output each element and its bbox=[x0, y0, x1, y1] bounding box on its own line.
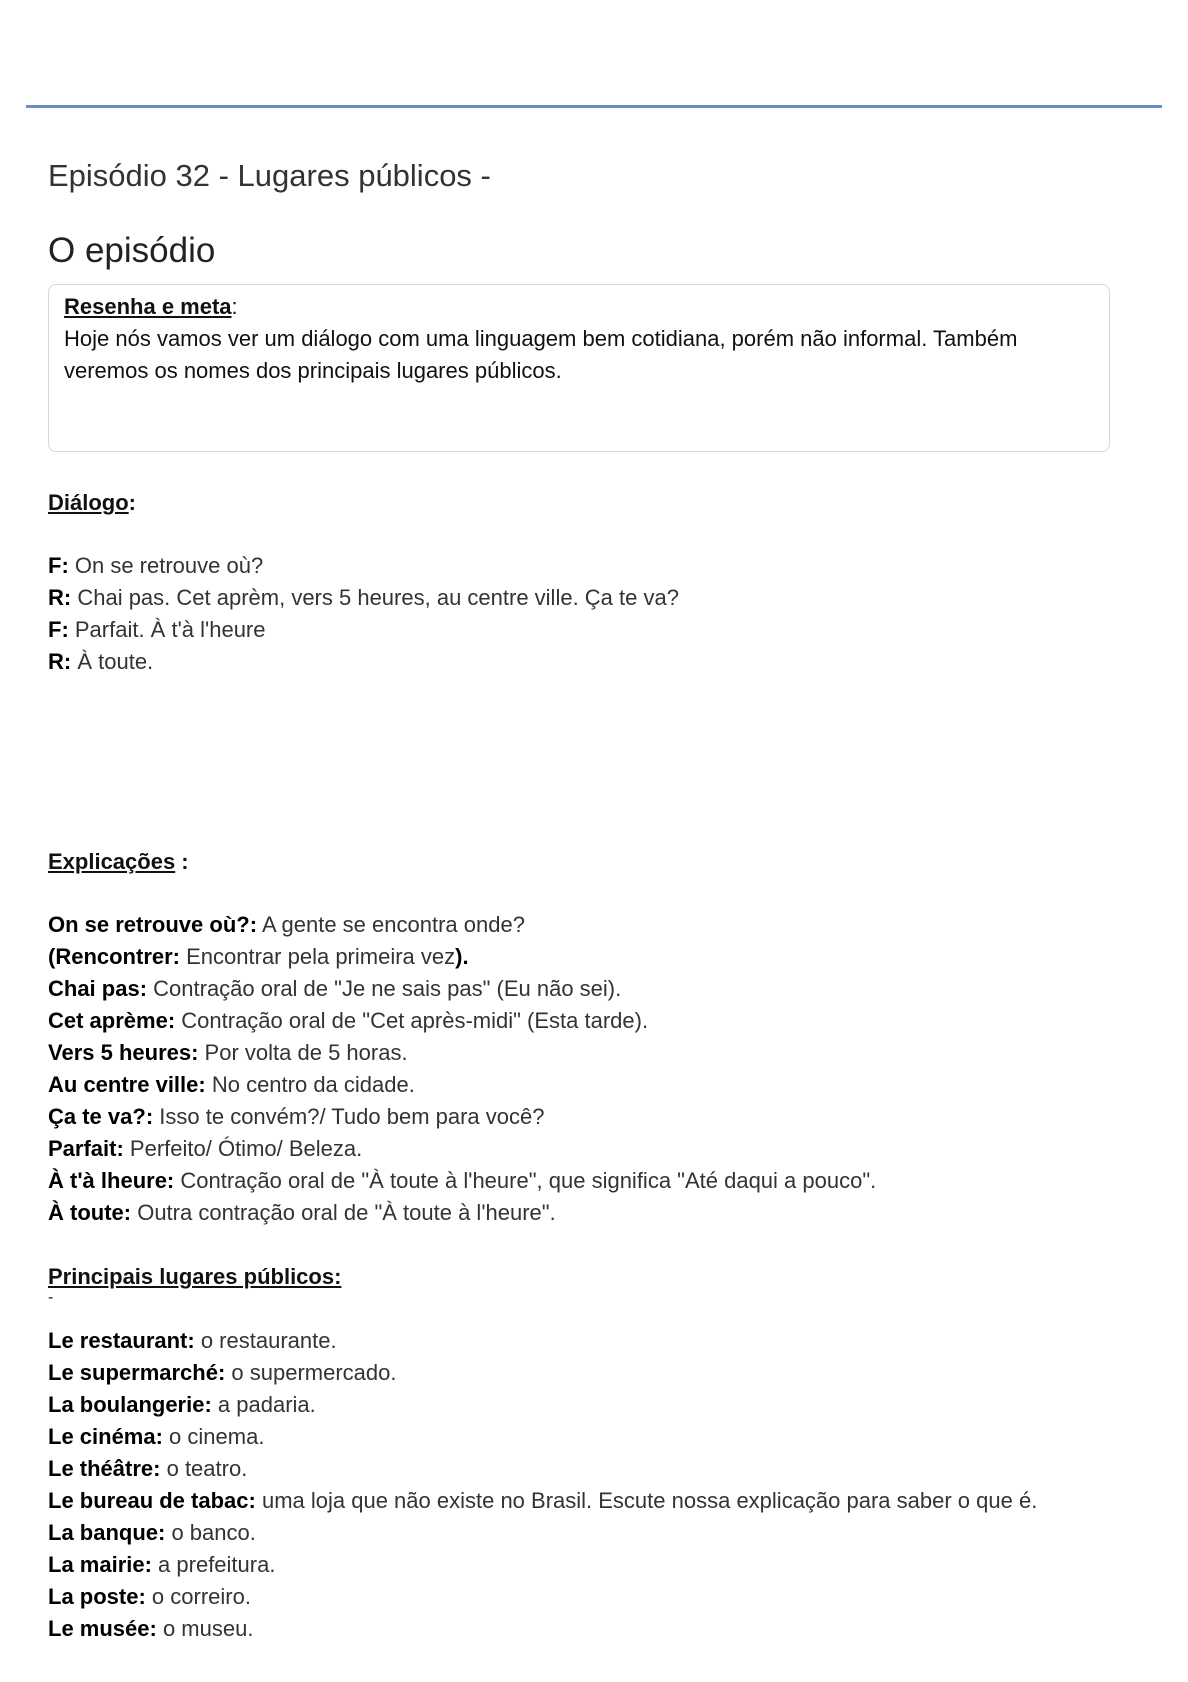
explanation-item: À toute: Outra contração oral de "À toute à l'heure". bbox=[48, 1200, 556, 1225]
dialogue-line: F: Parfait. À t'à l'heure bbox=[48, 617, 266, 642]
place-item: La boulangerie: a padaria. bbox=[48, 1392, 316, 1417]
episode-title: Episódio 32 - Lugares públicos - bbox=[48, 158, 491, 193]
dialogue-heading: Diálogo: bbox=[48, 490, 136, 515]
explanation-item: On se retrouve où?: A gente se encontra onde? bbox=[48, 912, 525, 937]
explanation-item: Chai pas: Contração oral de "Je ne sais pas" (Eu não sei). bbox=[48, 976, 622, 1001]
explanation-item: Parfait: Perfeito/ Ótimo/ Beleza. bbox=[48, 1136, 363, 1161]
place-item: Le restaurant: o restaurante. bbox=[48, 1328, 337, 1353]
places-list bbox=[48, 1325, 1037, 1645]
dialogue-lines bbox=[48, 550, 679, 678]
explanation-item: (Rencontrer: Encontrar pela primeira vez). bbox=[48, 944, 469, 969]
explanation-item: À t'à lheure: Contração oral de "À toute à l'heure", que significa "Até daqui a pouco". bbox=[48, 1168, 877, 1193]
dialogue-line: R: Chai pas. Cet aprèm, vers 5 heures, au centre ville. Ça te va? bbox=[48, 585, 679, 610]
place-item: La poste: o correiro. bbox=[48, 1584, 251, 1609]
explanation-item: Cet aprème: Contração oral de "Cet après-midi" (Esta tarde). bbox=[48, 1008, 649, 1033]
places-dash: - bbox=[48, 1289, 54, 1306]
explanation-item: Au centre ville: No centro da cidade. bbox=[48, 1072, 415, 1097]
summary-text: Hoje nós vamos ver um diálogo com uma linguagem bem cotidiana, porém não informal. Também veremos os nomes dos principais lugares públicos. bbox=[64, 326, 1018, 383]
header-rule bbox=[26, 105, 1162, 108]
explanation-item: Vers 5 heures: Por volta de 5 horas. bbox=[48, 1040, 408, 1065]
explanations-list bbox=[48, 909, 876, 1229]
place-item: La mairie: a prefeitura. bbox=[48, 1552, 276, 1577]
summary-label: Resenha e meta bbox=[64, 294, 232, 319]
place-item: Le cinéma: o cinema. bbox=[48, 1424, 265, 1449]
places-heading: Principais lugares públicos: bbox=[48, 1264, 342, 1289]
explanation-item: Ça te va?: Isso te convém?/ Tudo bem para você? bbox=[48, 1104, 545, 1129]
dialogue-line: F: On se retrouve où? bbox=[48, 553, 264, 578]
place-item: Le bureau de tabac: uma loja que não existe no Brasil. Escute nossa explicação para saber o que é. bbox=[48, 1488, 1038, 1513]
dialogue-line: R: À toute. bbox=[48, 649, 154, 674]
place-item: Le théâtre: o teatro. bbox=[48, 1456, 248, 1481]
explanations-heading: Explicações : bbox=[48, 849, 189, 874]
place-item: Le supermarché: o supermercado. bbox=[48, 1360, 397, 1385]
place-item: Le musée: o museu. bbox=[48, 1616, 254, 1641]
summary-label-suffix: : bbox=[231, 294, 238, 319]
section-title: O episódio bbox=[48, 231, 216, 270]
place-item: La banque: o banco. bbox=[48, 1520, 256, 1545]
summary-box bbox=[48, 284, 1110, 452]
